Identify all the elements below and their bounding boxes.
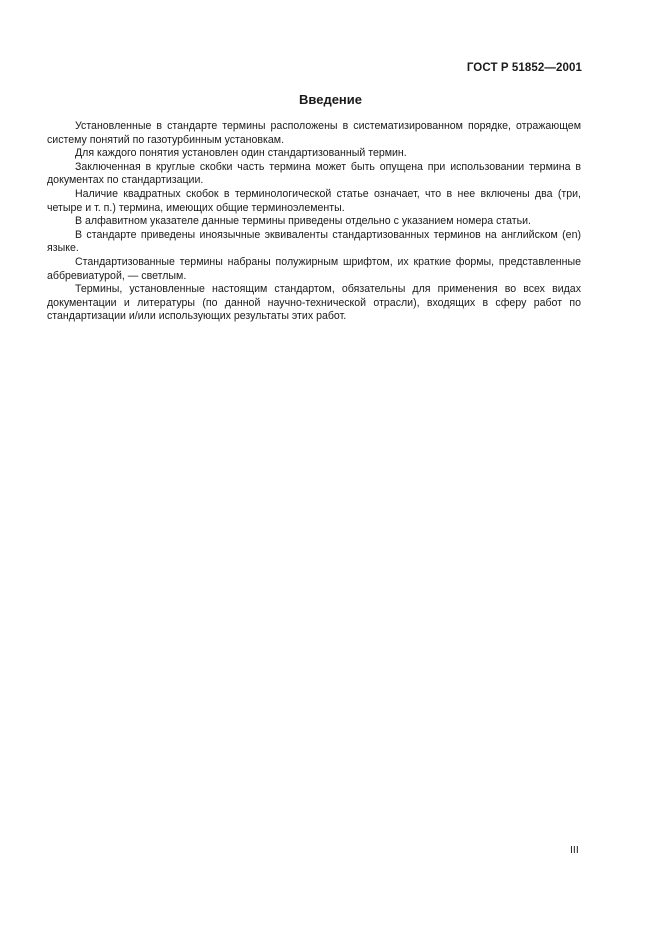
- paragraph-square-brackets: Наличие квадратных скобок в терминологической статье означает, что в нее включены два (три, четыре и т. п.) термина, имеющих общие терминоэлементы.: [47, 187, 581, 214]
- paragraph-one-term: Для каждого понятия установлен один стандартизованный термин.: [75, 147, 407, 160]
- paragraph-foreign-equivalents: В стандарте приведены иноязычные эквиваленты стандартизованных терминов на английском (en) языке.: [47, 228, 581, 255]
- paragraph-alphabetic-index: В алфавитном указателе данные термины приведены отдельно с указанием номера статьи.: [75, 215, 531, 228]
- paragraph-mandatory-use: Термины, установленные настоящим стандартом, обязательны для применения во всех видах документации и литературы (по данной научно-технической отрасли), входящих в сферу работ по стандартизации и/или использующих результаты этих работ.: [47, 283, 581, 323]
- section-body: [47, 120, 581, 324]
- paragraph-term-order: Установленные в стандарте термины расположены в систематизированном порядке, отражающем систему понятий по газотурбинным установкам.: [47, 120, 581, 146]
- section-title: Введение: [299, 92, 362, 107]
- paragraph-round-brackets: Заключенная в круглые скобки часть термина может быть опущена при использовании термина в документах по стандартизации.: [47, 160, 581, 187]
- page-number: III: [570, 844, 579, 856]
- standard-code-header: ГОСТ Р 51852—2001: [466, 62, 582, 74]
- paragraph-typeface: Стандартизованные термины набраны полужирным шрифтом, их краткие формы, представленные аббревиатурой, — светлым.: [47, 255, 581, 282]
